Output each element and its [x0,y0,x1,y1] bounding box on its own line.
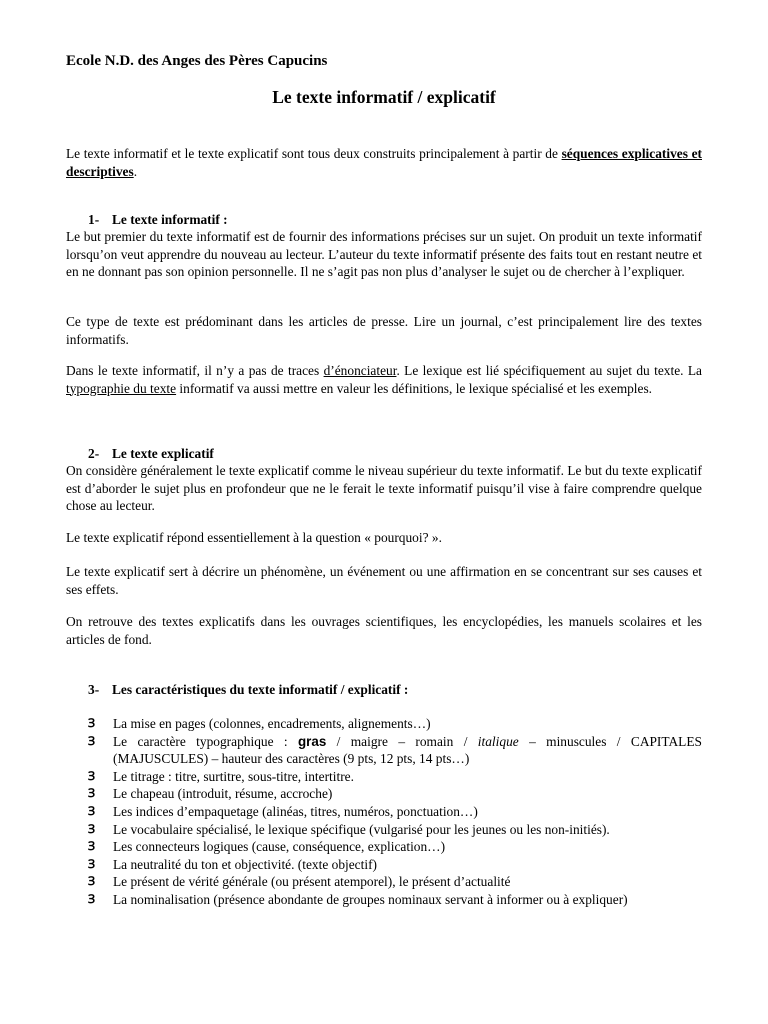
list-item [66,821,702,839]
section2-paragraph4: On retrouve des textes explicatifs dans les ouvrages scientifiques, les encyclopédies, les manuels scolaires et les articles de fond. [66,614,702,647]
list-item [66,785,702,803]
list-item-text: La neutralité du ton et objectivité. (texte objectif) [113,856,377,872]
bullet-icon: Ɜ [88,733,96,748]
section1-p3-text2: . Le lexique est lié spécifiquement au sujet du texte. La [396,363,702,378]
section2-paragraph3: Le texte explicatif sert à décrire un phénomène, un événement ou une affirmation en se concentrant sur ses causes et ses effets. [66,564,702,597]
list-item [66,856,702,874]
page-title: Le texte informatif / explicatif [272,87,496,107]
bullet-icon: Ɜ [88,803,96,818]
list-item-text: Les indices d’empaquetage (alinéas, titres, numéros, ponctuation…) [113,803,478,819]
list-item [66,838,702,856]
list-item-text: Le présent de vérité générale (ou présent atemporel), le présent d’actualité [113,874,511,890]
section2-heading [66,445,702,463]
list-item [66,891,702,909]
section1-p3-text: Dans le texte informatif, il n’y a pas de traces [66,363,324,378]
section1-p3-text3: informatif va aussi mettre en valeur les définitions, le lexique spécialisé et les exemples. [176,380,653,396]
section1-paragraph3 [66,362,702,397]
section3-number: 3- [88,682,100,697]
list-item [66,733,702,768]
section1-number: 1- [88,212,100,227]
list-item-text: La mise en pages (colonnes, encadrements, alignements…) [113,716,431,731]
link-enonciateur[interactable]: d’énonciateur [323,363,397,378]
intro-text-end: . [133,163,138,179]
list-item [66,873,702,891]
section1-title: Le texte informatif : [112,212,228,227]
section1-paragraph2: Ce type de texte est prédominant dans les articles de presse. Lire un journal, c’est principalement lire des textes informatifs. [66,314,702,347]
section1-heading [66,211,702,229]
intro-paragraph [66,145,702,180]
list-item-text: / maigre – romain / [326,733,478,749]
bullet-icon: Ɜ [88,856,96,871]
section2-number: 2- [88,446,100,461]
list-item-text: – minuscules / CAPITALES (MAJUSCULES) – hauteur des caractères (9 pts, 12 pts, 14 pts…) [113,733,702,767]
section3-title: Les caractéristiques du texte informatif / explicatif : [112,682,409,697]
section3-heading [66,681,702,699]
bullet-icon: Ɜ [88,874,96,889]
list-item-text: Le chapeau (introduit, résume, accroche) [113,786,333,802]
list-item [66,715,702,733]
bullet-icon: Ɜ [88,821,96,836]
list-item [66,803,702,821]
list-item-text: La nominalisation (présence abondante de groupes nominaux servant à informer ou à expliquer) [113,891,628,907]
list-item-text: Les connecteurs logiques (cause, conséquence, explication…) [113,839,446,855]
intro-text: Le texte informatif et le texte explicatif sont tous deux construits principalement à partir de [66,146,562,161]
section2-paragraph2: Le texte explicatif répond essentiellement à la question « pourquoi? ». [66,530,442,545]
school-name: Ecole N.D. des Anges des Pères Capucins [66,53,328,69]
list-item-italic: italique [477,733,519,749]
bullet-icon: Ɜ [88,716,96,730]
link-sequences[interactable]: séquences explicatives et descriptives [66,146,702,179]
list-item-text: Le titrage : titre, surtitre, sous-titre, intertitre. [113,768,354,784]
section2-paragraph1: On considère généralement le texte explicatif comme le niveau supérieur du texte informatif. Le but du texte explicatif est d’aborder le sujet plus en profondeur que ne le ferait le texte informatif puisqu’il vise à faire comprendre quelque chose au lecteur. [66,463,702,514]
list-item [66,768,702,786]
bullet-icon: Ɜ [88,839,96,854]
section1-paragraph1: Le but premier du texte informatif est de fournir des informations précises sur un sujet. On produit un texte informatif lorsqu’on veut apprendre du nouveau au lecteur. L’auteur du texte informatif présente des faits tout en restant neutre et en ne donnant pas son opinion personnelle. Il ne s’agit pas non plus d’analyser le sujet ou de chercher à l’expliquer. [66,229,702,280]
bullet-icon: Ɜ [88,768,96,783]
link-typographie[interactable]: typographie du texte [66,380,177,396]
bullet-icon: Ɜ [88,786,96,801]
list-item-text: Le vocabulaire spécialisé, le lexique spécifique (vulgarisé pour les jeunes ou les non-initiés). [113,821,610,837]
section2-title: Le texte explicatif [112,446,214,461]
list-item-bold: gras [298,733,327,749]
characteristics-list [66,715,702,909]
bullet-icon: Ɜ [88,891,96,906]
list-item-text: Le caractère typographique : [113,733,298,749]
